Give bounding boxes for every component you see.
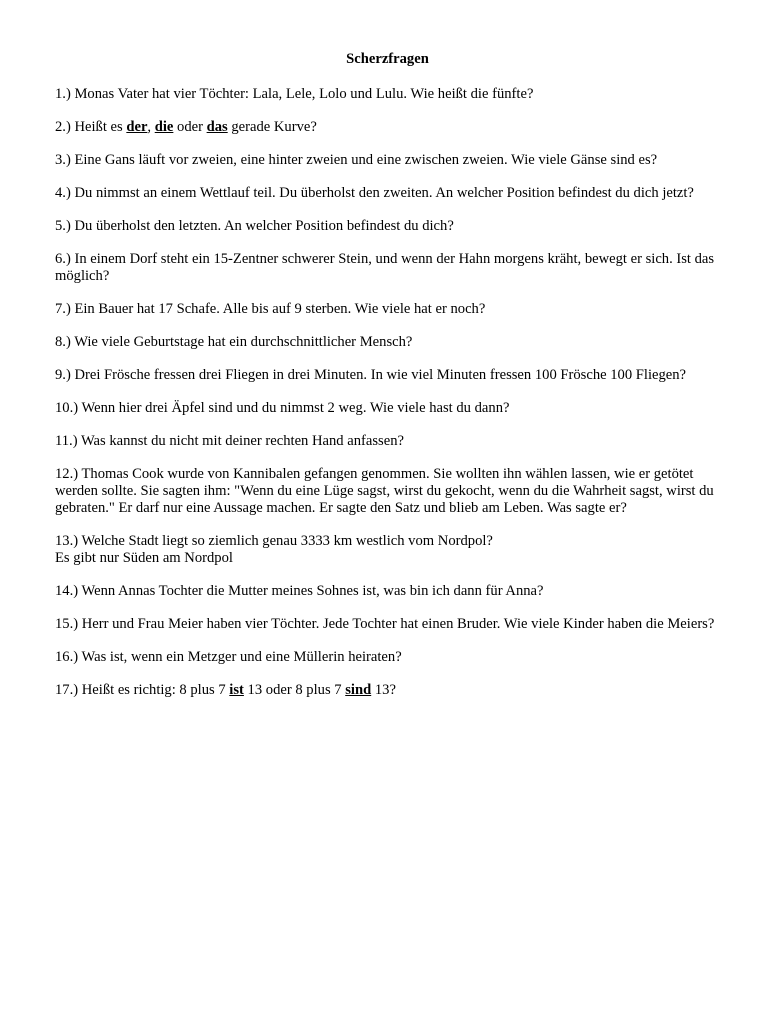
question-2 — [55, 119, 720, 136]
question-17-text: 13 oder 8 plus 7 — [243, 682, 346, 698]
question-12: 12.) Thomas Cook wurde von Kannibalen gefangen genommen. Sie wollten ihn wählen lassen, wie er getötet werden sollte. Sie sagten ihm: "Wenn du eine Lüge sagst, wirst du gekocht, wenn du die Wahrheit sagst, wirst du gebraten." Er darf nur eine Aussage machen. Er sagte den Satz und blieb am Leben. Was sagte er? — [55, 466, 714, 516]
question-3: 3.) Eine Gans läuft vor zweien, eine hinter zweien und eine zwischen zweien. Wie viele Gänse sind es? — [55, 152, 658, 168]
question-2-text: 2.) Heißt es — [55, 119, 127, 135]
question-13-line: 13.) Welche Stadt liegt so ziemlich genau 3333 km westlich vom Nordpol? — [55, 533, 493, 549]
question-15: 15.) Herr und Frau Meier haben vier Töchter. Jede Tochter hat einen Bruder. Wie viele Kinder haben die Meiers? — [55, 616, 715, 632]
question-17 — [55, 682, 720, 699]
question-4: 4.) Du nimmst an einem Wettlauf teil. Du überholst den zweiten. An welcher Position befindest du dich jetzt? — [55, 185, 694, 201]
question-2-text: gerade Kurve? — [227, 119, 317, 135]
question-16: 16.) Was ist, wenn ein Metzger und eine Müllerin heiraten? — [55, 649, 402, 665]
document-page — [55, 51, 720, 715]
question-5: 5.) Du überholst den letzten. An welcher Position befindest du dich? — [55, 218, 454, 234]
question-17-text: 13? — [371, 682, 396, 698]
question-6: 6.) In einem Dorf steht ein 15-Zentner schwerer Stein, und wenn der Hahn morgens kräht, bewegt er sich. Ist das möglich? — [55, 251, 715, 284]
question-13-line: Es gibt nur Süden am Nordpol — [55, 550, 233, 566]
question-2-das: das — [206, 119, 228, 135]
question-2-text: oder — [173, 119, 207, 135]
document-title: Scherzfragen — [346, 51, 429, 67]
question-17-text: 17.) Heißt es richtig: 8 plus 7 — [55, 682, 230, 698]
question-13 — [55, 533, 720, 567]
question-2-der: der — [126, 119, 148, 135]
question-14: 14.) Wenn Annas Tochter die Mutter meines Sohnes ist, was bin ich dann für Anna? — [55, 583, 544, 599]
question-17-ist: ist — [229, 682, 244, 698]
question-9: 9.) Drei Frösche fressen drei Fliegen in drei Minuten. In wie viel Minuten fressen 100 Frösche 100 Fliegen? — [55, 367, 687, 383]
question-7: 7.) Ein Bauer hat 17 Schafe. Alle bis auf 9 sterben. Wie viele hat er noch? — [55, 301, 486, 317]
question-11: 11.) Was kannst du nicht mit deiner rechten Hand anfassen? — [55, 433, 404, 449]
question-2-die: die — [154, 119, 174, 135]
question-17-sind: sind — [345, 682, 372, 698]
question-10: 10.) Wenn hier drei Äpfel sind und du nimmst 2 weg. Wie viele hast du dann? — [55, 400, 510, 416]
question-1: 1.) Monas Vater hat vier Töchter: Lala, Lele, Lolo und Lulu. Wie heißt die fünfte? — [55, 86, 534, 102]
question-8: 8.) Wie viele Geburtstage hat ein durchschnittlicher Mensch? — [55, 334, 413, 350]
question-2-text: , — [147, 119, 155, 135]
